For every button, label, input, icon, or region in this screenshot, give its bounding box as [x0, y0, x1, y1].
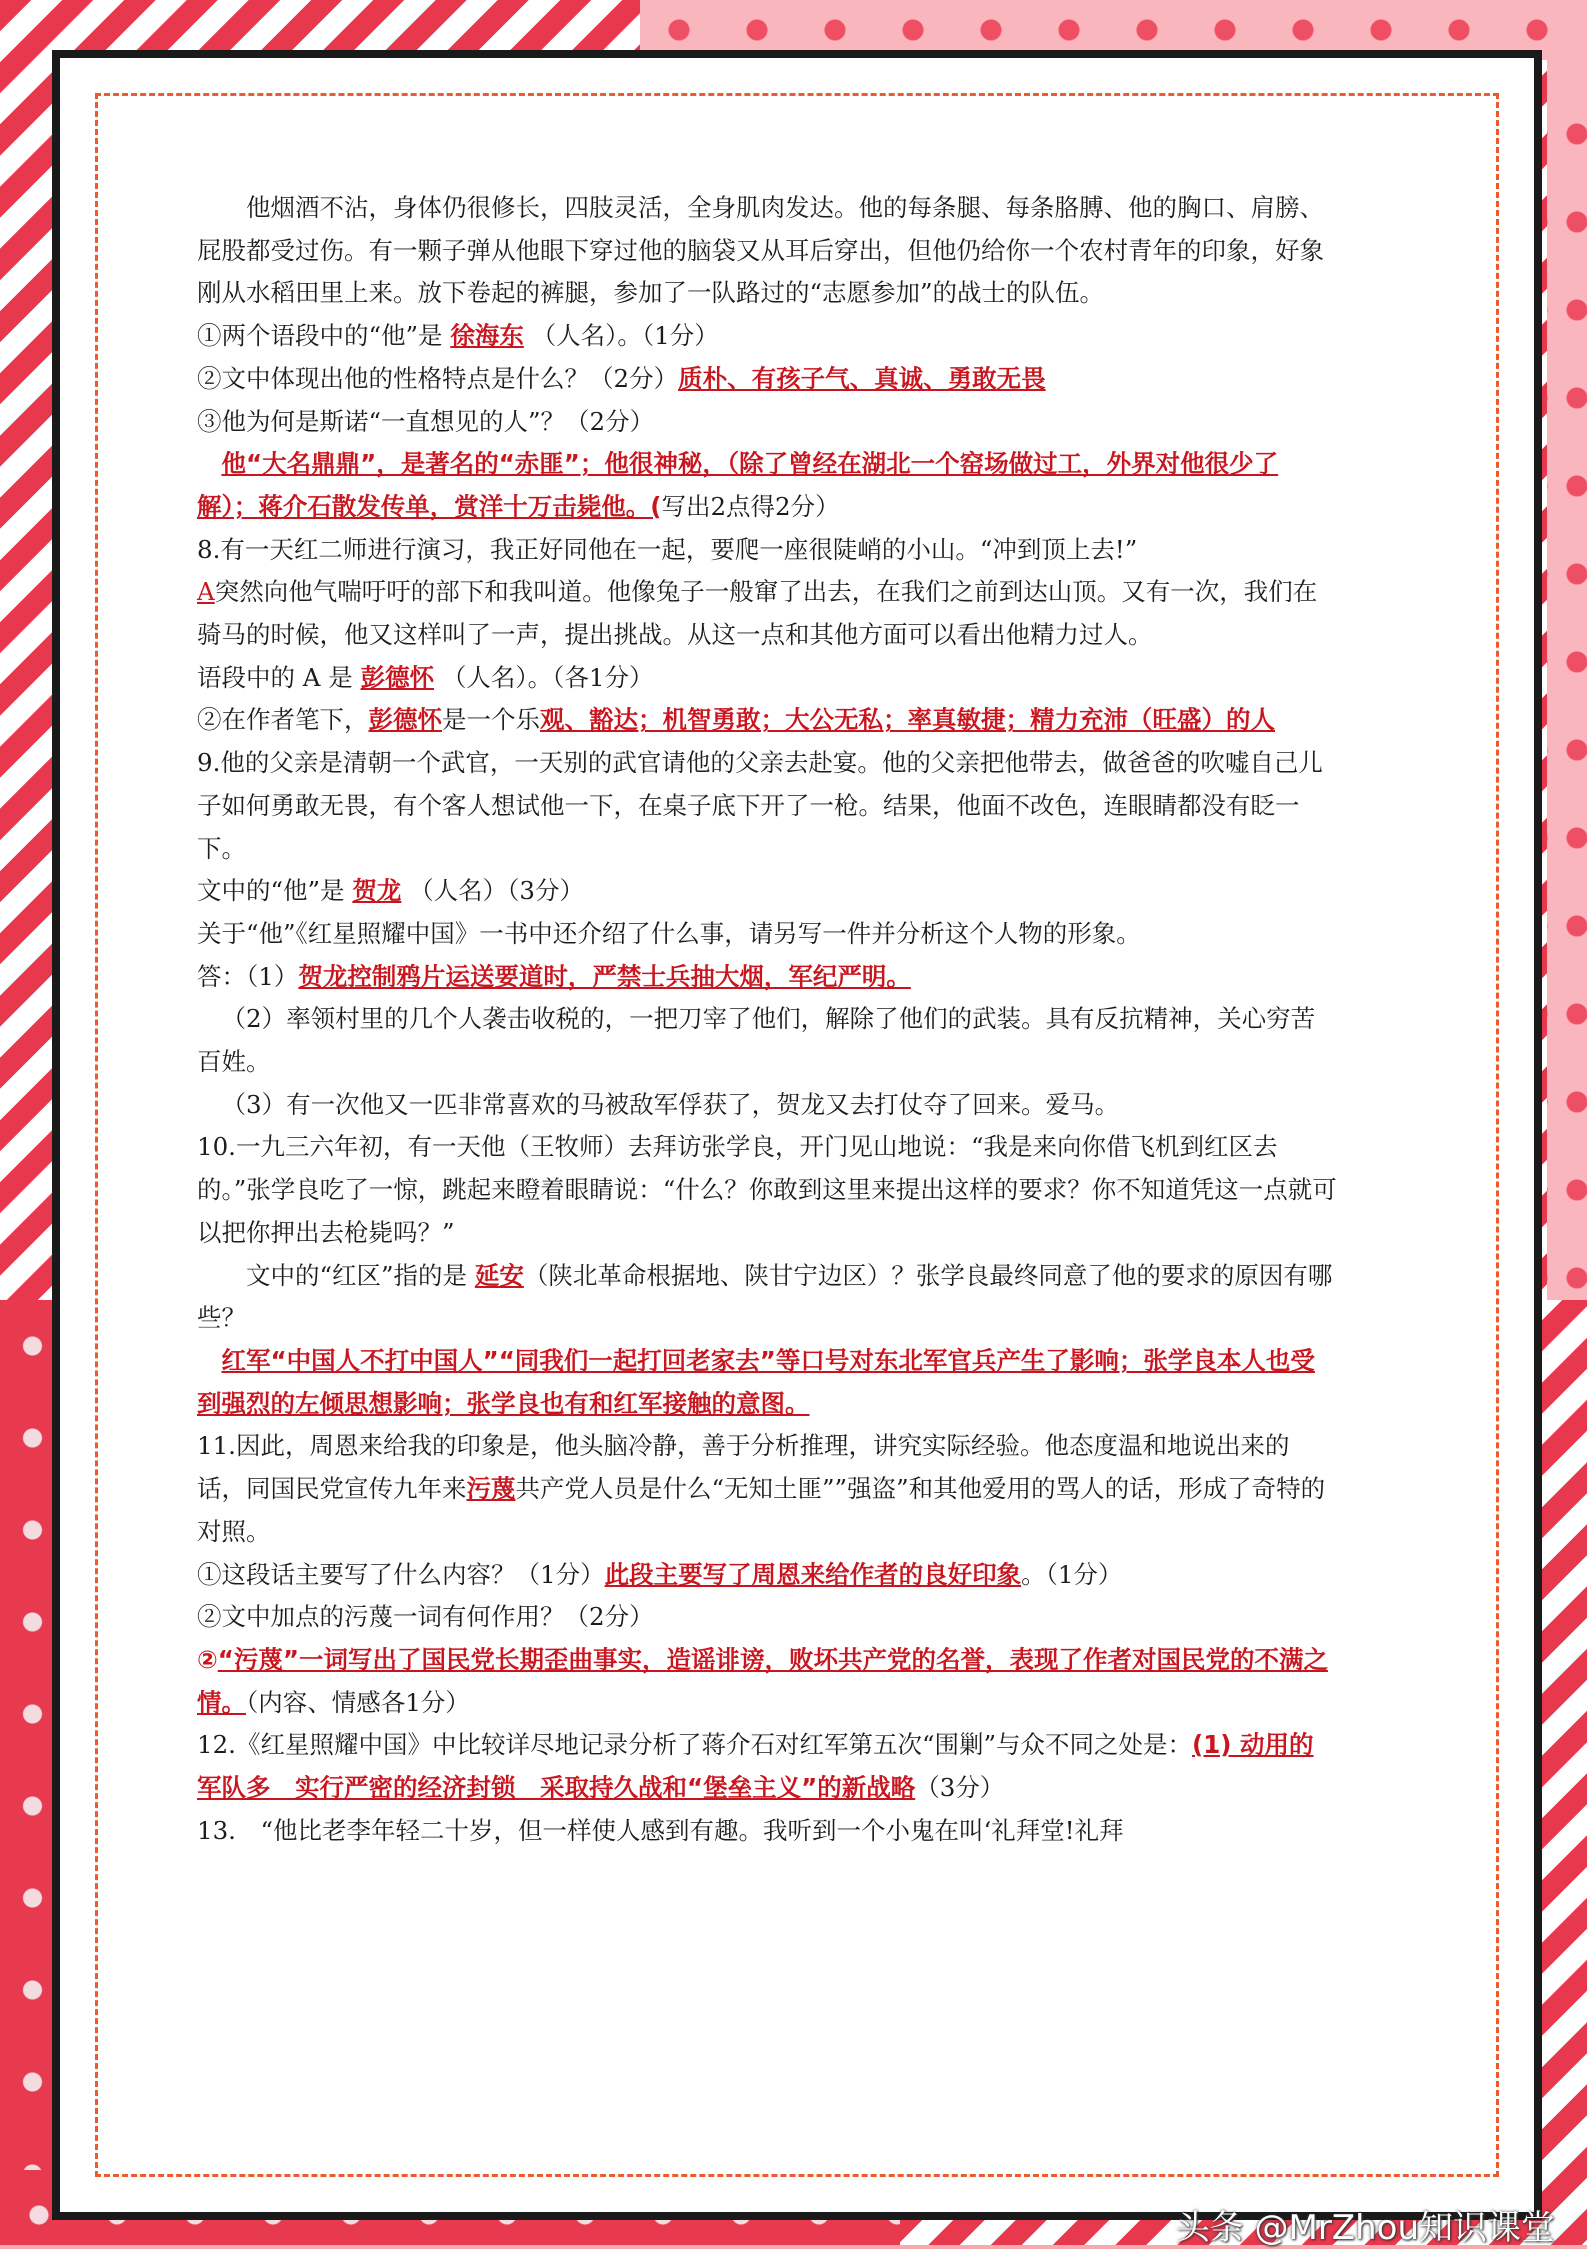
answer-text: 贺龙 [352, 876, 402, 906]
watermark: 头条 @MrZhou知识课堂 [1175, 2208, 1555, 2248]
question-text-cont: 突然向他气喘吁吁的部下和我叫道。他像兔子一般窜了出去，在我们之前到达山顶。又有一次，我们在骑马的时候，他又这样叫了一声，提出挑战。从这一点和其他方面可以看出他精力过人。 [197, 577, 1318, 650]
question-text-cont: 是一个乐 [442, 705, 540, 735]
question-8b [197, 699, 1337, 742]
question-1 [197, 315, 1337, 358]
question-10a [197, 1255, 1337, 1340]
question-8a [197, 657, 1337, 700]
answer-text: 质朴、有孩子气、真诚、勇敢无畏 [678, 363, 1046, 393]
answer-text: 此段主要写了周恩来给作者的良好印象 [604, 1559, 1022, 1589]
question-9b: 关于“他”《红星照耀中国》一书中还介绍了什么事，请另写一件并分析这个人物的形象。 [197, 918, 1141, 948]
question-text-cont: 共产党人员是什么“无知土匪””强盗”和其他爱用的骂人的话，形成了奇特的对照。 [197, 1474, 1326, 1546]
question-11 [197, 1425, 1337, 1553]
question-11b: ②文中加点的污蔑一词有何作用？（2分） [197, 1602, 654, 1632]
answer-text: 彭德怀 [360, 662, 435, 692]
answer-text: 彭德怀 [368, 705, 442, 735]
score-note: （内容、情感各1分） [246, 1687, 470, 1717]
answer-text: “污蔑”一词写出了国民党长期歪曲事实，造谣诽谤，败坏共产党的名誉，表现了作者对国民党的不满之情。 [197, 1644, 1328, 1717]
answer-prefix: 答：（1） [197, 961, 299, 991]
question-text: 8.有一天红二师进行演习，我正好同他在一起，要爬一座很陡峭的小山。“冲到顶上去!” [197, 534, 1138, 564]
question-3 [197, 401, 1337, 444]
score-note: （3分） [915, 1773, 1005, 1803]
question-10: 10.一九三六年初，有一天他（王牧师）去拜访张学良，开门见山地说：“我是来向你借飞机到红区去的。”张学良吃了一惊，跳起来瞪着眼睛说：“什么？你敢到这里来提出这样的要求？你不知道凭这一点就可以把你押出去枪毙吗？” [197, 1132, 1337, 1247]
question-text: 语段中的 A 是 [197, 662, 353, 692]
answer-9-3: （3）有一次他又一匹非常喜欢的马被敌军俘获了，贺龙又去打仗夺了回来。爱马。 [221, 1089, 1120, 1119]
question-text: 文中的“他”是 [197, 876, 345, 906]
question-13: 13. “他比老李年轻二十岁，但一样使人感到有趣。我听到一个小鬼在叫‘礼拜堂!礼拜 [197, 1815, 1124, 1845]
answer-11 [197, 1639, 1337, 1724]
question-12 [197, 1724, 1337, 1809]
score-note: 。（1分） [1021, 1559, 1123, 1589]
blank-marker: A [197, 577, 215, 607]
dotted-word: 污蔑 [466, 1474, 516, 1504]
answer-9-1 [197, 956, 1337, 999]
answer-text: 红军“中国人不打中国人”“同我们一起打回老家去”等口号对东北军官兵产生了影响；张学良本人也受到强烈的左倾思想影响；张学良也有和红军接触的意图。 [197, 1345, 1315, 1418]
question-8 [197, 529, 1337, 657]
question-text-cont: （陕北革命根据地、陕甘宁边区）？张学良最终同意了他的要求的原因有哪些？ [197, 1260, 1333, 1333]
question-9a [197, 870, 1337, 913]
document-content [197, 187, 1337, 1852]
dotted-pink-band-right [1547, 60, 1587, 1300]
passage-1: 他烟酒不沾，身体仍很修长，四肢灵活，全身肌肉发达。他的每条腿、每条胳膊、他的胸口、肩膀、屁股都受过伤。有一颗子弹从他眼下穿过他的脑袋又从耳后穿出，但他仍给你一个农村青年的印象，好象刚从水稻田里上来。放下卷起的裤腿，参加了一队路过的“志愿参加”的战士的队伍。 [197, 193, 1324, 308]
question-11a [197, 1554, 1337, 1597]
answer-text: 他“大名鼎鼎”，是著名的“赤匪”；他很神秘，（除了曾经在湖北一个窑场做过工，外界对他很少了解）；蒋介石散发传单，赏洋十万击毙他。( [197, 449, 1279, 521]
question-text: 11.因此，周恩来给我的印象是，他头脑冷静，善于分析推理，讲究实际经验。他态度温和地说出来的话，同国民党宣传九年来 [197, 1431, 1290, 1504]
question-text: 文中的“红区”指的是 [246, 1260, 468, 1290]
answer-text: 延安 [474, 1260, 524, 1290]
question-suffix: （人名）。（1分） [531, 321, 719, 351]
answer-9-2: （2）率领村里的几个人袭击收税的，一把刀宰了他们，解除了他们的武装。具有反抗精神，关心穷苦百姓。 [197, 1004, 1316, 1077]
question-suffix: （人名）。（各1分） [441, 662, 654, 692]
question-text: ③他为何是斯诺“一直想见的人”？（2分） [197, 406, 655, 436]
question-text: ②文中体现出他的性格特点是什么？（2分） [197, 363, 679, 393]
question-text: ②在作者笔下， [197, 705, 369, 735]
answer-10 [197, 1340, 1337, 1425]
question-9: 9.他的父亲是清朝一个武官，一天别的武官请他的父亲去赴宴。他的父亲把他带去，做爸爸的吹嘘自己儿子如何勇敢无畏，有个客人想试他一下，在桌子底下开了一枪。结果，他面不改色，连眼睛都没有眨一下。 [197, 748, 1323, 863]
answer-prefix: ② [197, 1644, 218, 1674]
answer-text-2: 观、豁达；机智勇敢；大公无私；率真敏捷；精力充沛（旺盛）的人 [540, 705, 1275, 735]
dotted-red-band-left [0, 1300, 55, 2245]
question-2 [197, 358, 1337, 401]
question-text: ①两个语段中的“他”是 [197, 321, 443, 351]
question-text: ①这段话主要写了什么内容？（1分） [197, 1559, 605, 1589]
answer-text: 贺龙控制鸦片运送要道时，严禁士兵抽大烟，军纪严明。 [298, 961, 911, 991]
answer-3 [197, 443, 1337, 528]
answer-text: (1) 动用的军队多 实行严密的经济封锁 采取持久战和“堡垒主义”的新战略 [197, 1730, 1314, 1803]
question-text: 12.《红星照耀中国》中比较详尽地记录分析了蒋介石对红军第五次“围剿”与众不同之处是： [197, 1730, 1193, 1760]
question-suffix: （人名）（3分） [409, 876, 584, 906]
answer-text: 徐海东 [450, 321, 524, 351]
score-note: 写出2点得2分） [661, 491, 840, 521]
